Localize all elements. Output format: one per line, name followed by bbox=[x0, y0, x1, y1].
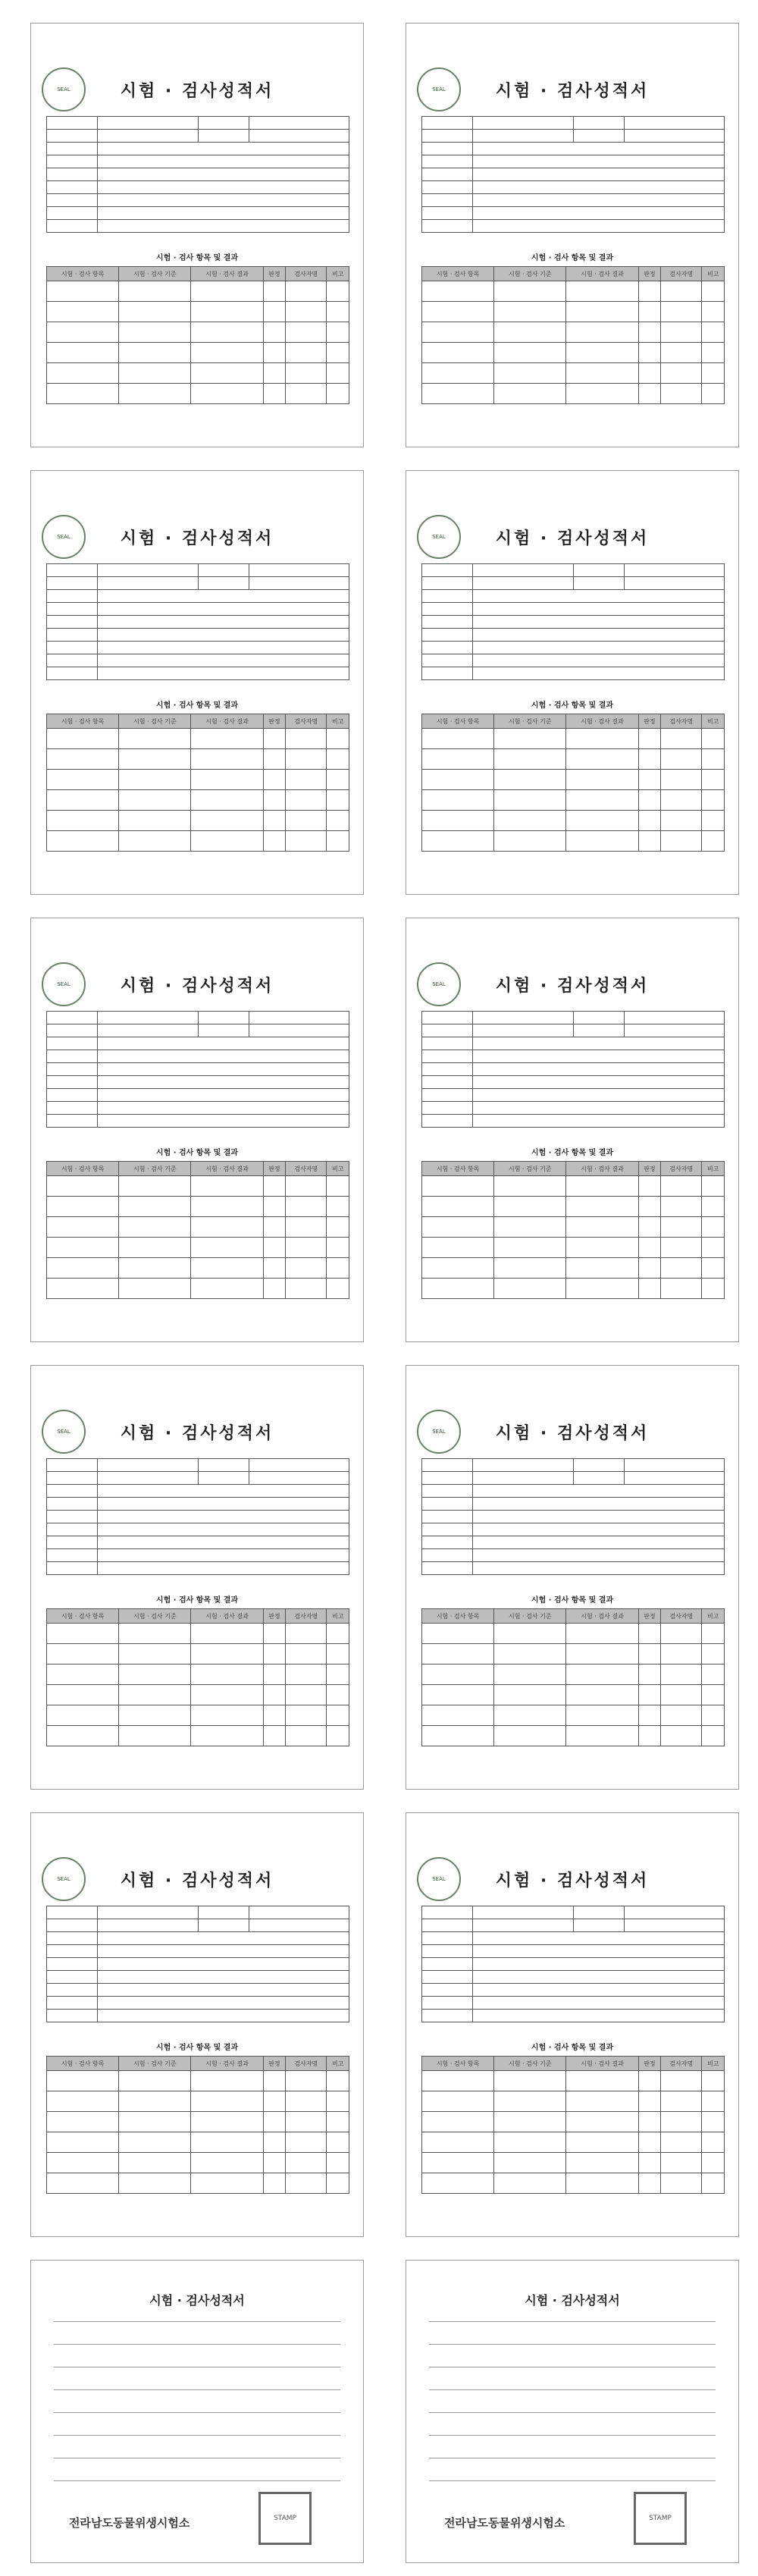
col-header: 비고 bbox=[702, 1162, 725, 1176]
col-header: 검사자명 bbox=[286, 1162, 327, 1176]
report-info-table bbox=[46, 563, 349, 680]
col-header: 시험 · 검사 결과 bbox=[191, 267, 263, 281]
report-title: 시험 · 검사성적서 bbox=[495, 529, 650, 548]
col-header: 판정 bbox=[263, 267, 286, 281]
col-header: 시험 · 검사 결과 bbox=[191, 2057, 263, 2071]
certificate-letter-2 bbox=[406, 2260, 739, 2563]
results-section-title: 시험 · 검사 항목 및 결과 bbox=[531, 1149, 614, 1157]
col-header: 판정 bbox=[263, 2057, 286, 2071]
col-header: 비고 bbox=[702, 267, 725, 281]
report-info-table bbox=[421, 1458, 725, 1575]
col-header: 시험 · 검사 항목 bbox=[47, 714, 119, 729]
col-header: 비고 bbox=[327, 714, 349, 729]
col-header: 비고 bbox=[702, 1609, 725, 1624]
col-header: 시험 · 검사 기준 bbox=[494, 714, 566, 729]
col-header: 비고 bbox=[327, 1162, 349, 1176]
col-header: 검사자명 bbox=[286, 714, 327, 729]
report-info-table bbox=[46, 116, 349, 233]
col-header: 시험 · 검사 항목 bbox=[422, 2057, 494, 2071]
col-header: 검사자명 bbox=[661, 714, 702, 729]
test-report-6 bbox=[406, 918, 739, 1342]
issuing-org: 전라남도동물위생시험소 bbox=[444, 2516, 565, 2530]
col-header: 시험 · 검사 결과 bbox=[566, 2057, 638, 2071]
results-section-title: 시험 · 검사 항목 및 결과 bbox=[155, 254, 239, 262]
results-section-title: 시험 · 검사 항목 및 결과 bbox=[155, 1596, 239, 1605]
col-header: 시험 · 검사 결과 bbox=[566, 714, 638, 729]
test-report-8 bbox=[406, 1365, 739, 1790]
col-header: 판정 bbox=[638, 714, 661, 729]
col-header: 판정 bbox=[638, 1162, 661, 1176]
col-header: 판정 bbox=[263, 1609, 286, 1624]
agency-seal: SEAL bbox=[42, 1857, 86, 1901]
col-header: 비고 bbox=[327, 267, 349, 281]
results-table bbox=[421, 2056, 725, 2194]
col-header: 시험 · 검사 기준 bbox=[494, 1162, 566, 1176]
test-report-10 bbox=[406, 1812, 739, 2237]
col-header: 시험 · 검사 결과 bbox=[566, 267, 638, 281]
results-section-title: 시험 · 검사 항목 및 결과 bbox=[155, 701, 239, 710]
results-section-title: 시험 · 검사 항목 및 결과 bbox=[531, 254, 614, 262]
agency-seal: SEAL bbox=[417, 1857, 461, 1901]
issuing-org: 전라남도동물위생시험소 bbox=[69, 2516, 190, 2530]
test-report-5 bbox=[30, 918, 364, 1342]
col-header: 시험 · 검사 항목 bbox=[47, 1162, 119, 1176]
agency-seal: SEAL bbox=[42, 962, 86, 1006]
official-stamp: STAMP bbox=[258, 2492, 312, 2545]
col-header: 시험 · 검사 결과 bbox=[191, 1162, 263, 1176]
col-header: 시험 · 검사 결과 bbox=[191, 714, 263, 729]
report-title: 시험 · 검사성적서 bbox=[120, 529, 274, 548]
results-table bbox=[421, 714, 725, 852]
results-section-title: 시험 · 검사 항목 및 결과 bbox=[155, 2044, 239, 2052]
report-info-table bbox=[46, 1906, 349, 2022]
results-table bbox=[421, 1161, 725, 1299]
results-table bbox=[46, 2056, 349, 2194]
col-header: 검사자명 bbox=[661, 1609, 702, 1624]
col-header: 시험 · 검사 항목 bbox=[422, 714, 494, 729]
report-info-table bbox=[421, 116, 725, 233]
results-table bbox=[46, 266, 349, 404]
col-header: 시험 · 검사 기준 bbox=[119, 1162, 191, 1176]
col-header: 검사자명 bbox=[661, 267, 702, 281]
col-header: 시험 · 검사 항목 bbox=[422, 267, 494, 281]
col-header: 판정 bbox=[638, 1609, 661, 1624]
agency-seal: SEAL bbox=[417, 67, 461, 111]
results-section-title: 시험 · 검사 항목 및 결과 bbox=[531, 1596, 614, 1605]
col-header: 비고 bbox=[702, 2057, 725, 2071]
report-title: 시험 · 검사성적서 bbox=[495, 1424, 650, 1443]
agency-seal: SEAL bbox=[417, 1410, 461, 1454]
agency-seal: SEAL bbox=[42, 67, 86, 111]
report-info-table bbox=[421, 1011, 725, 1128]
report-title: 시험 · 검사성적서 bbox=[495, 1872, 650, 1890]
col-header: 검사자명 bbox=[286, 267, 327, 281]
col-header: 시험 · 검사 항목 bbox=[422, 1609, 494, 1624]
col-header: 시험 · 검사 기준 bbox=[494, 1609, 566, 1624]
report-info-table bbox=[46, 1458, 349, 1575]
col-header: 시험 · 검사 항목 bbox=[47, 267, 119, 281]
col-header: 시험 · 검사 기준 bbox=[494, 2057, 566, 2071]
col-header: 비고 bbox=[327, 2057, 349, 2071]
col-header: 시험 · 검사 기준 bbox=[119, 2057, 191, 2071]
results-section-title: 시험 · 검사 항목 및 결과 bbox=[531, 701, 614, 710]
agency-seal: SEAL bbox=[417, 515, 461, 559]
col-header: 판정 bbox=[638, 267, 661, 281]
report-info-table bbox=[421, 563, 725, 680]
col-header: 시험 · 검사 기준 bbox=[494, 267, 566, 281]
col-header: 검사자명 bbox=[286, 1609, 327, 1624]
official-stamp: STAMP bbox=[634, 2492, 687, 2545]
results-section-title: 시험 · 검사 항목 및 결과 bbox=[155, 1149, 239, 1157]
agency-seal: SEAL bbox=[417, 962, 461, 1006]
col-header: 시험 · 검사 기준 bbox=[119, 714, 191, 729]
col-header: 시험 · 검사 항목 bbox=[47, 2057, 119, 2071]
col-header: 시험 · 검사 결과 bbox=[191, 1609, 263, 1624]
test-report-2 bbox=[406, 23, 739, 447]
col-header: 비고 bbox=[702, 714, 725, 729]
col-header: 시험 · 검사 기준 bbox=[119, 267, 191, 281]
test-report-1 bbox=[30, 23, 364, 447]
test-report-9 bbox=[30, 1812, 364, 2237]
results-table bbox=[46, 1161, 349, 1299]
report-info-table bbox=[46, 1011, 349, 1128]
letter-title: 시험 · 검사성적서 bbox=[149, 2293, 245, 2308]
report-info-table bbox=[421, 1906, 725, 2022]
results-table bbox=[421, 266, 725, 404]
report-title: 시험 · 검사성적서 bbox=[495, 82, 650, 101]
col-header: 판정 bbox=[638, 2057, 661, 2071]
results-table bbox=[421, 1608, 725, 1746]
report-title: 시험 · 검사성적서 bbox=[120, 1872, 274, 1890]
test-report-7 bbox=[30, 1365, 364, 1790]
report-title: 시험 · 검사성적서 bbox=[495, 977, 650, 996]
col-header: 시험 · 검사 결과 bbox=[566, 1609, 638, 1624]
agency-seal: SEAL bbox=[42, 515, 86, 559]
test-report-4 bbox=[406, 470, 739, 895]
agency-seal: SEAL bbox=[42, 1410, 86, 1454]
col-header: 시험 · 검사 결과 bbox=[566, 1162, 638, 1176]
col-header: 시험 · 검사 항목 bbox=[422, 1162, 494, 1176]
col-header: 검사자명 bbox=[661, 2057, 702, 2071]
test-report-3 bbox=[30, 470, 364, 895]
letter-title: 시험 · 검사성적서 bbox=[525, 2293, 620, 2308]
col-header: 시험 · 검사 기준 bbox=[119, 1609, 191, 1624]
results-table bbox=[46, 714, 349, 852]
report-title: 시험 · 검사성적서 bbox=[120, 977, 274, 996]
col-header: 시험 · 검사 항목 bbox=[47, 1609, 119, 1624]
certificate-letter-1 bbox=[30, 2260, 364, 2563]
col-header: 비고 bbox=[327, 1609, 349, 1624]
report-title: 시험 · 검사성적서 bbox=[120, 1424, 274, 1443]
col-header: 판정 bbox=[263, 1162, 286, 1176]
results-table bbox=[46, 1608, 349, 1746]
col-header: 판정 bbox=[263, 714, 286, 729]
results-section-title: 시험 · 검사 항목 및 결과 bbox=[531, 2044, 614, 2052]
report-title: 시험 · 검사성적서 bbox=[120, 82, 274, 101]
col-header: 검사자명 bbox=[286, 2057, 327, 2071]
col-header: 검사자명 bbox=[661, 1162, 702, 1176]
